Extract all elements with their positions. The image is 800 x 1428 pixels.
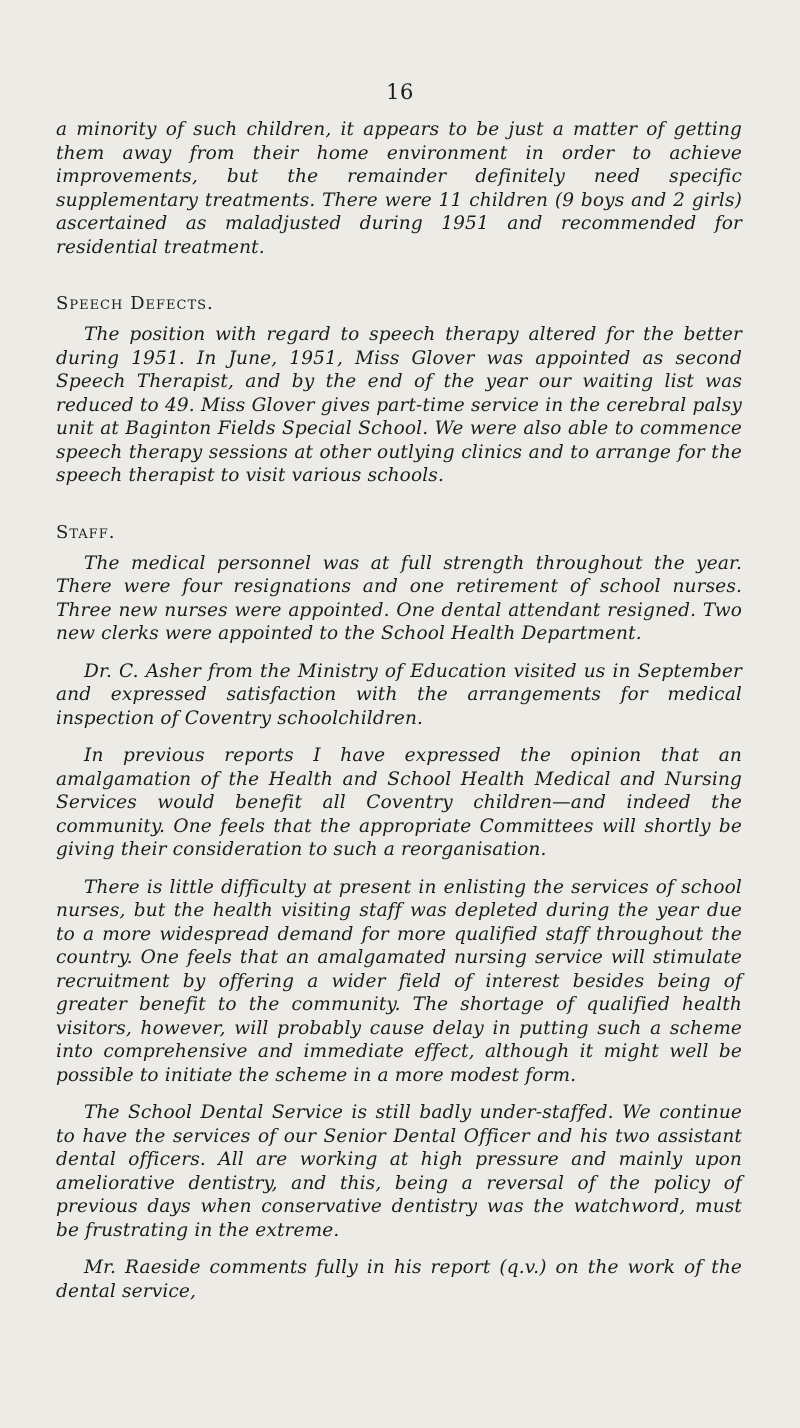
section-heading-speech-defects: Speech Defects. xyxy=(56,293,214,314)
paragraph: Mr. Raeside comments fully in his report (q.v.) on the work of the dental service, xyxy=(56,1257,742,1302)
paragraph: There is little difficulty at present in enlisting the services of school nurses, but the health visiting staff was depleted during the year due to a more widespread demand for more qualified staff throughout the country. One feels that an amalgamated nursing service will stimulate recruitment by offering a wider field of interest besides being of greater benefit to the community. The shortage of qualified health visitors, however, will probably cause delay in putting such a scheme into comprehensive and immediate effect, although it might well be possible to initiate the scheme in a more modest form. xyxy=(56,876,742,1086)
opening-paragraph: a minority of such children, it appears to be just a matter of getting them away from their home environment in order to achieve improvements, but the remainder definitely need specific supplementary treatments. There were 11 children (9 boys and 2 girls) ascertained as maladjusted during 1951 and recommended for residential treatment. xyxy=(56,119,742,258)
paragraph: In previous reports I have expressed the opinion that an amalgamation of the Health and School Health Medical and Nursing Services would benefit all Coventry children—and indeed the community. One feels that the appropriate Committees will shortly be giving their consideration to such a reorganisation. xyxy=(56,745,742,860)
page-body xyxy=(56,118,742,1303)
section-heading-staff: Staff. xyxy=(56,521,116,543)
paragraph: The position with regard to speech therapy altered for the better during 1951. In June, 1951, Miss Glover was appointed as second Speech Therapist, and by the end of the year our waiting list was reduced to 49. Miss Glover gives part-time service in the cerebral palsy unit at Baginton Fields Special School. We were also able to commence speech therapy sessions at other outlying clinics and to arrange for the speech therapist to visit various schools. xyxy=(56,324,742,486)
paragraph: The medical personnel was at full strength throughout the year. There were four resignations and one retirement of school nurses. Three new nurses were appointed. One dental attendant resigned. Two new clerks were appointed to the School Health Department. xyxy=(56,552,742,644)
paragraph: The School Dental Service is still badly under-staffed. We continue to have the services of our Senior Dental Officer and his two assistant dental officers. All are working at high pressure and mainly upon ameliorative dentistry, and this, being a reversal of the policy of previous days when conservative dentistry was the watchword, must be frustrating in the extreme. xyxy=(56,1102,742,1241)
page-number: 16 xyxy=(386,80,414,104)
paragraph: Dr. C. Asher from the Ministry of Education visited us in September and expressed satisfaction with the arrangements for medical inspection of Coventry schoolchildren. xyxy=(56,660,742,729)
